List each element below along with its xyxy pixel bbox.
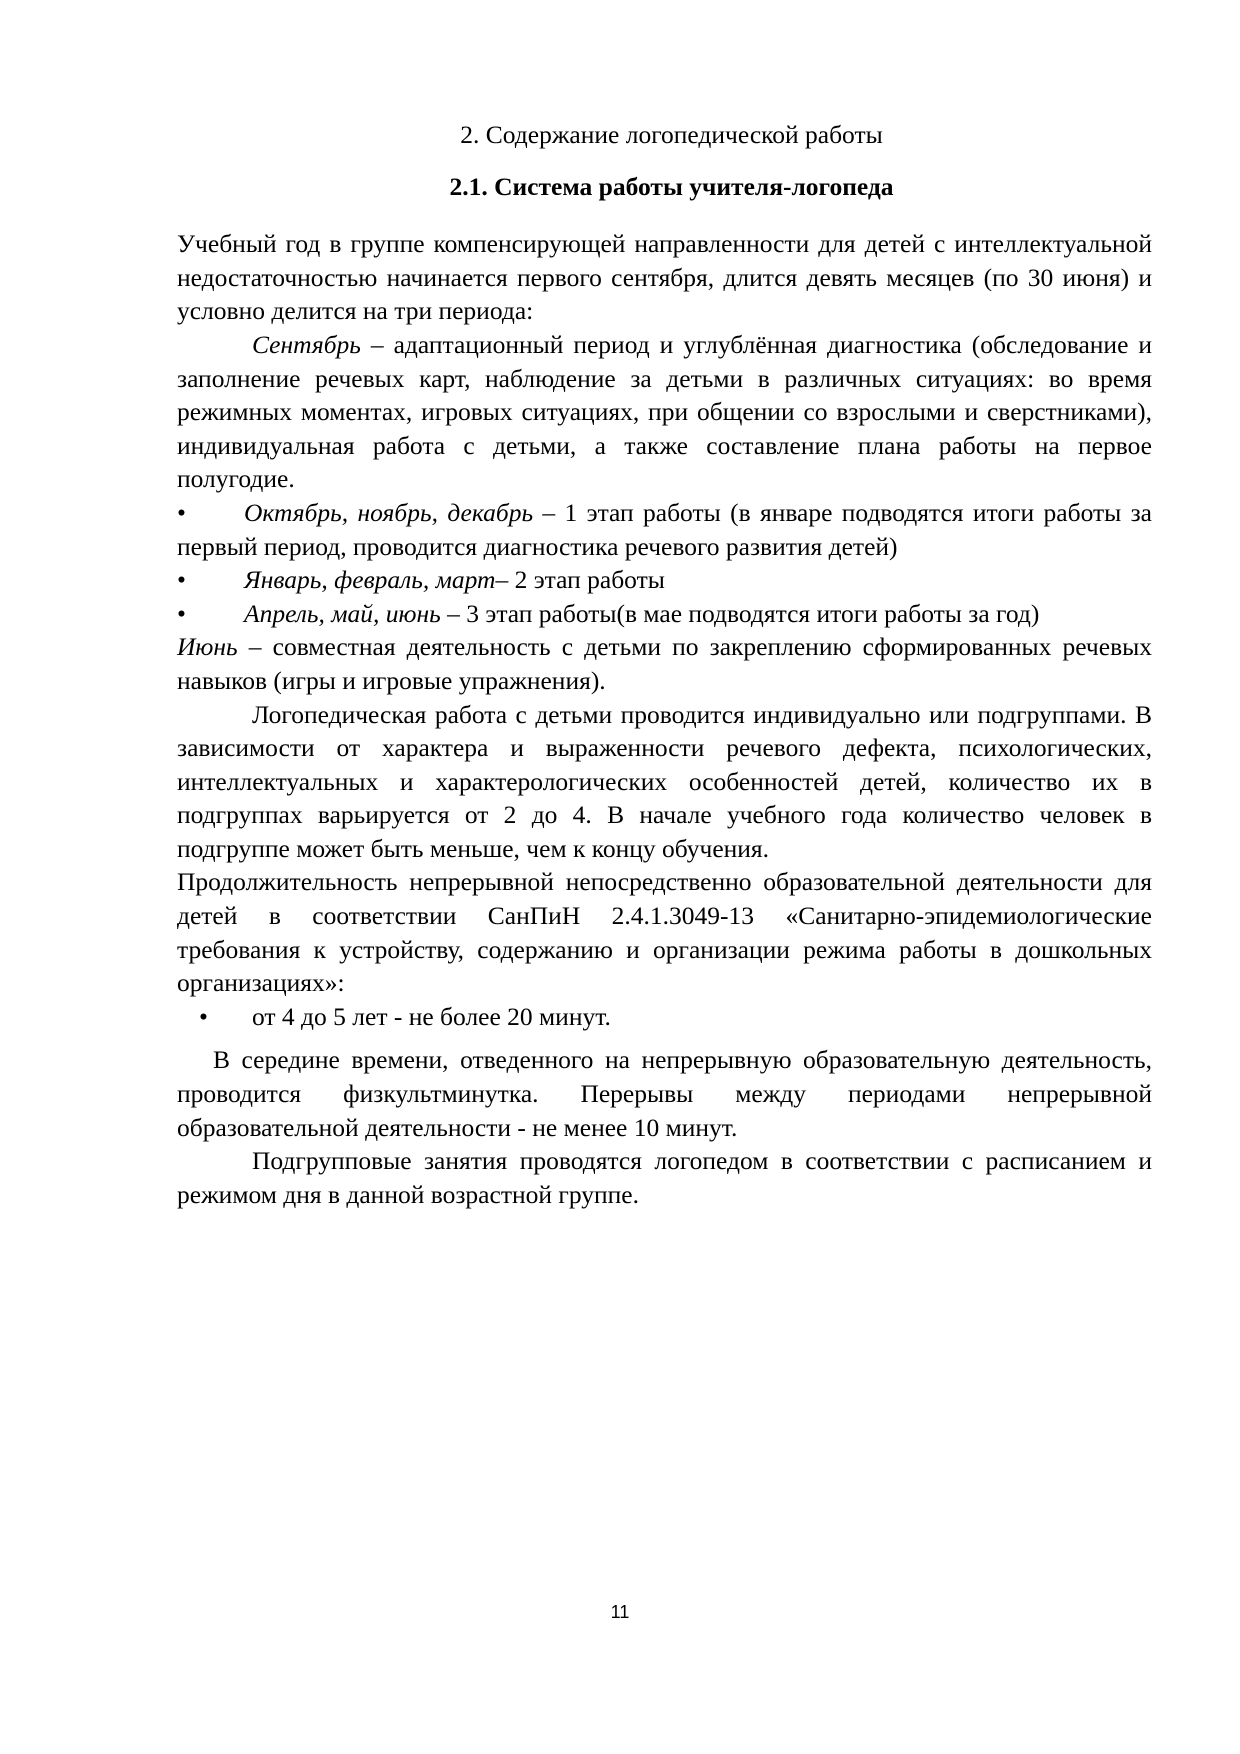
intro-paragraph: Учебный год в группе компенсирующей направленности для детей с интеллектуальной недостаточностью начинается первого сентября, длится девять месяцев (по 30 июня) и условно делится на три периода: (177, 229, 1152, 326)
subgroup-paragraph: Подгрупповые занятия проводятся логопедом в соответствии с расписанием и режимом дня в данной возрастной группе. (177, 1146, 1152, 1209)
bullet-icon: • (199, 1001, 208, 1031)
bullet-icon: • (177, 598, 186, 628)
page-number: 11 (610, 1602, 630, 1622)
duration-item (177, 1000, 1152, 1034)
period-item (177, 563, 1152, 597)
duration-item-text: от 4 до 5 лет - не более 20 минут. (252, 1001, 611, 1031)
period-text: – 1 этап работы (в январе подводятся итоги работы за первый период, проводится диагностика речевого развития детей) (177, 497, 1152, 561)
break-paragraph: В середине времени, отведенного на непрерывную образовательную деятельность, проводится физкультминутка. Перерывы между периодами непрерывной образовательной деятельности - не менее 10 минут. (177, 1045, 1152, 1142)
september-label: Сентябрь (252, 329, 361, 359)
bullet-icon: • (177, 497, 186, 527)
june-text: – совместная деятельность с детьми по закреплению сформированных речевых навыков (игры и игровые упражнения). (177, 632, 1152, 695)
september-paragraph (177, 328, 1152, 496)
duration-paragraph: Продолжительность непрерывной непосредственно образовательной деятельности для детей в соответствии СанПиН 2.4.1.3049-13 «Санитарно-эпидемиологические требования к устройству, содержанию и организации режима работы в дошкольных организациях»: (177, 867, 1152, 998)
period-label: Октябрь, ноябрь, декабрь (244, 497, 534, 527)
period-label: Январь, февраль, март (244, 565, 496, 595)
june-paragraph (177, 630, 1152, 697)
june-label: Июнь (177, 632, 238, 662)
period-item (177, 597, 1152, 631)
period-label: Апрель, май, июнь (244, 598, 441, 628)
groups-paragraph: Логопедическая работа с детьми проводится индивидуально или подгруппами. В зависимости от характера и выраженности речевого дефекта, психологических, интеллектуальных и характерологических особенностей детей, количество их в подгруппах варьируется от 2 до 4. В начале учебного года количество человек в подгруппе может быть меньше, чем к концу обучения. (177, 699, 1152, 863)
period-text: – 2 этап работы (495, 565, 665, 595)
page-content (177, 118, 1152, 1211)
september-text: – адаптационный период и углублённая диагностика (обследование и заполнение речевых карт, наблюдение за детьми в различных ситуациях: во время режимных моментах, игровых ситуациях, при общении со взрослыми и сверстниками), индивидуальная работа с детьми, а также составление плана работы на первое полугодие. (177, 329, 1152, 494)
bullet-icon: • (177, 565, 186, 595)
period-item (177, 496, 1152, 563)
section-title: 2.1. Система работы учителя-логопеда (449, 171, 894, 201)
chapter-title: 2. Содержание логопедической работы (460, 120, 883, 149)
period-text: – 3 этап работы(в мае подводятся итоги работы за год) (440, 598, 1040, 628)
